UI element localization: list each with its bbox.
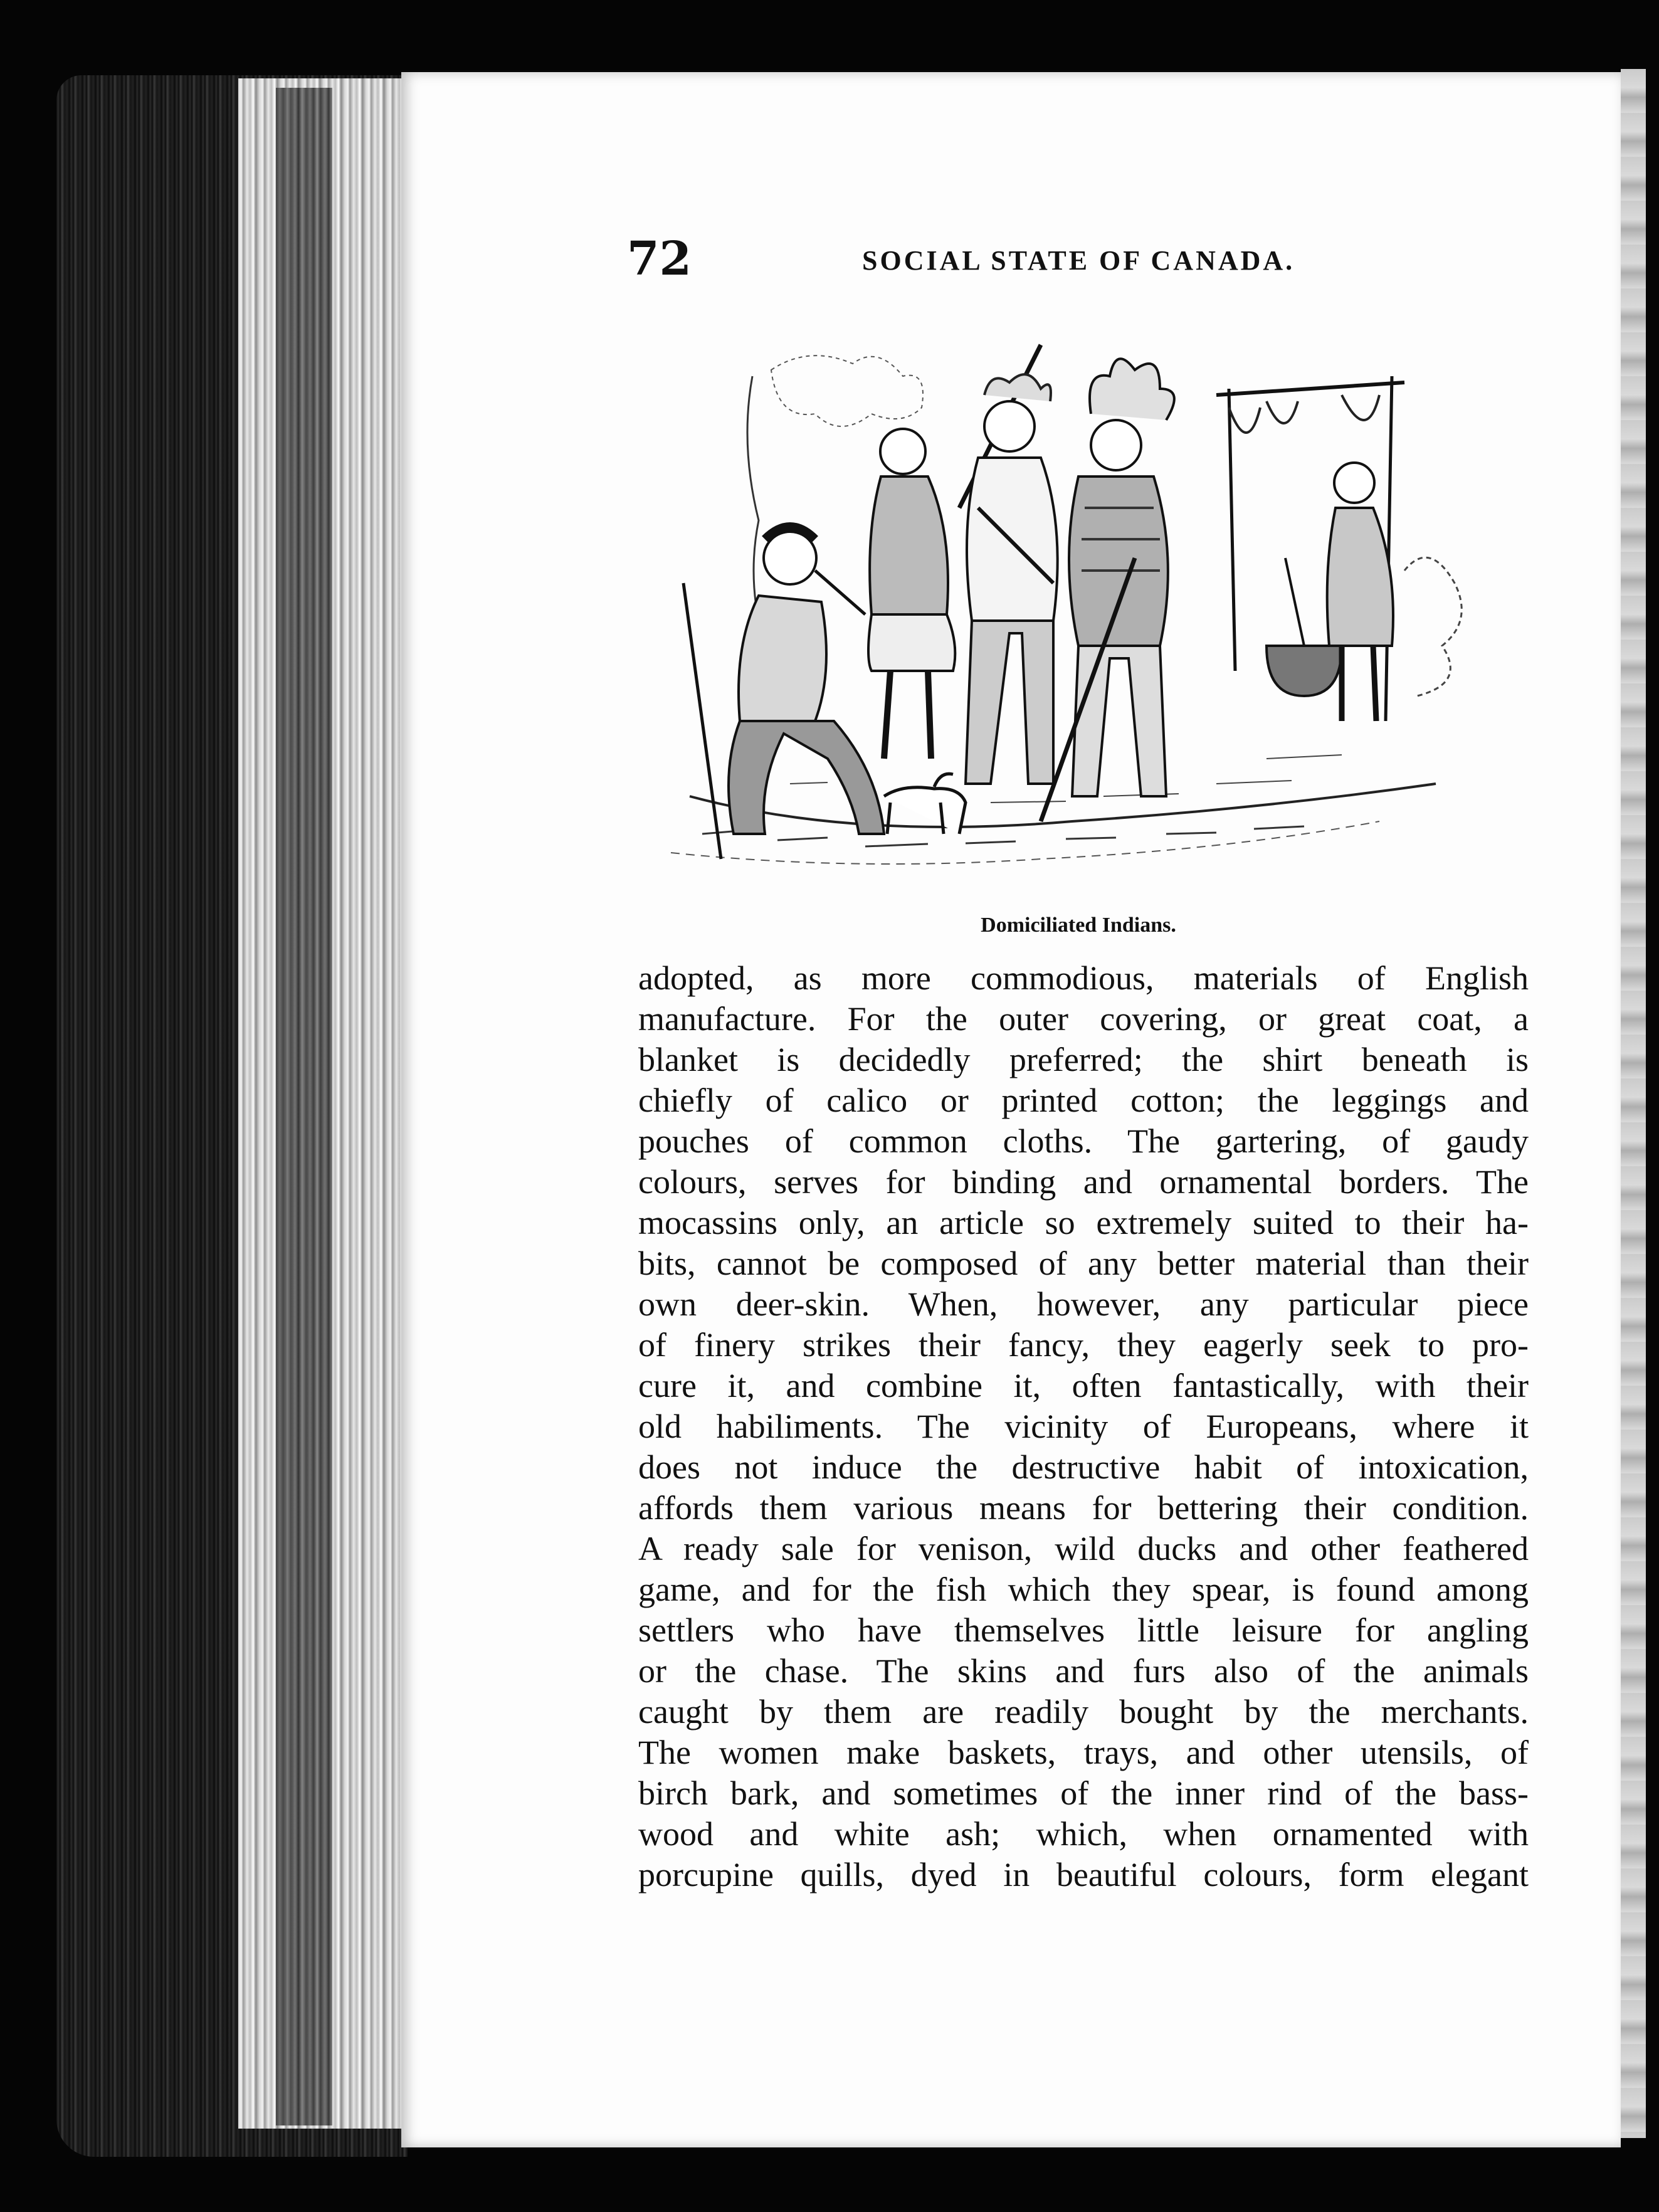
text-line: manufacture. For the outer covering, or great coat, a: [638, 1000, 1529, 1038]
text-line: settlers who have themselves little leisure for angling: [638, 1611, 1529, 1649]
text-line: of finery strikes their fancy, they eagerly seek to pro-: [638, 1326, 1529, 1364]
right-page-edge: [1621, 69, 1646, 2138]
text-line: The women make baskets, trays, and other utensils, of: [638, 1734, 1529, 1771]
body-text: [638, 958, 1529, 1895]
text-line: birch bark, and sometimes of the inner rind of the bass-: [638, 1774, 1529, 1812]
text-line: does not induce the destructive habit of intoxication,: [638, 1448, 1529, 1486]
engraving-illustration: [665, 320, 1486, 903]
page-header: [627, 232, 1317, 301]
text-line: bits, cannot be composed of any better material than their: [638, 1245, 1529, 1282]
text-line: chiefly of calico or printed cotton; the leggings and: [638, 1082, 1529, 1119]
text-line: or the chase. The skins and furs also of the animals: [638, 1652, 1529, 1690]
page-number: 72: [627, 232, 692, 286]
text-line: A ready sale for venison, wild ducks and other feathered: [638, 1530, 1529, 1567]
text-line: game, and for the fish which they spear, is found among: [638, 1571, 1529, 1608]
text-line: colours, serves for binding and ornamental borders. The: [638, 1163, 1529, 1201]
page-edges-shadow: [276, 88, 332, 2125]
text-line: old habiliments. The vicinity of Europeans, where it: [638, 1408, 1529, 1445]
text-line: affords them various means for bettering their condition.: [638, 1489, 1529, 1527]
text-line: porcupine quills, dyed in beautiful colours, form elegant: [638, 1856, 1529, 1893]
text-line: adopted, as more commodious, materials of English: [638, 959, 1529, 997]
illustration-caption: Domiciliated Indians.: [981, 914, 1176, 937]
text-line: pouches of common cloths. The gartering, of gaudy: [638, 1122, 1529, 1160]
engraving-picture: [665, 320, 1486, 903]
text-line: wood and white ash; which, when ornamented with: [638, 1815, 1529, 1853]
running-head: SOCIAL STATE OF CANADA.: [862, 245, 1295, 276]
text-line: cure it, and combine it, often fantastically, with their: [638, 1367, 1529, 1404]
text-line: blanket is decidedly preferred; the shirt beneath is: [638, 1041, 1529, 1078]
text-line: own deer-skin. When, however, any particular piece: [638, 1285, 1529, 1323]
text-line: caught by them are readily bought by the merchants.: [638, 1693, 1529, 1730]
text-line: mocassins only, an article so extremely suited to their ha-: [638, 1204, 1529, 1241]
